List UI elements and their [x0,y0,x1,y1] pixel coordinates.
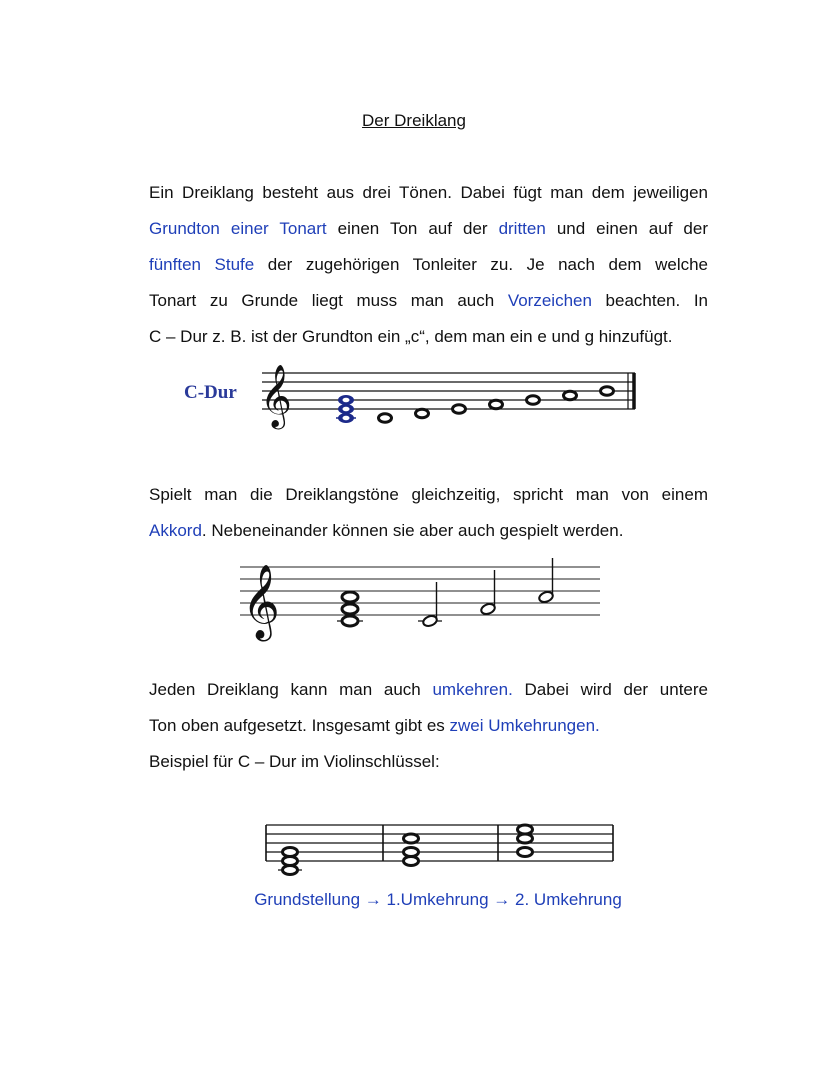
root-position-chord [283,848,298,875]
term-dritten: dritten [498,219,546,238]
text-segment: und einen auf der [545,219,708,238]
text-line: C – Dur z. B. ist der Grundton ein „c“, dem man ein e und g hinzufügt. [149,327,673,346]
term-umkehren: umkehren. [432,680,513,699]
paragraph-akkord [149,477,708,549]
text-segment: Ton oben aufgesetzt. Insgesamt gibt es [149,716,450,735]
term-grundton: Grundton einer Tonart [149,219,327,238]
text-segment: Tonart zu Grunde liegt muss man auch [149,291,508,310]
term-vorzeichen: Vorzeichen [507,291,592,310]
treble-clef-icon: 𝄞 [260,364,292,427]
text-line: Ein Dreiklang besteht aus drei Tönen. Dabei fügt man dem jeweiligen [149,183,708,202]
text-segment: Dabei wird der untere [512,680,708,699]
text-segment: der zugehörigen Tonleiter zu. Je nach dem welche [254,255,708,274]
scale-chord-holes [343,398,350,421]
inversions-caption [0,890,828,910]
scale-notes [379,387,614,423]
term-fuenften-stufe: fünften Stufe [149,255,255,274]
text-line [149,211,708,247]
arrow-right-icon: → [488,890,516,909]
text-segment: Jeden Dreiklang kann man auch [149,680,433,699]
caption-first-inversion: 1.Umkehrung [386,890,489,909]
inversions-figure [262,815,617,880]
text-segment: beachten. In [591,291,708,310]
first-inversion-chord [404,834,419,866]
arrow-right-icon: → [360,890,387,909]
broken-chord-notes [422,590,554,627]
text-segment: . Nebeneinander können sie aber auch gespielt werden. [201,521,624,540]
term-akkord: Akkord [149,521,202,540]
inversions-staff [266,825,613,861]
text-line: Spielt man die Dreiklangstöne gleichzeitig, spricht man von einem [149,485,708,504]
block-chord [342,592,358,626]
caption-grundstellung: Grundstellung [254,890,361,909]
text-line [149,247,708,283]
text-line [149,283,708,319]
text-segment: einen Ton auf der [326,219,499,238]
page-title: Der Dreiklang [362,111,466,130]
scale-staff [262,373,635,409]
text-line [149,672,708,708]
caption-second-inversion: 2. Umkehrung [515,890,622,909]
text-line [149,708,708,744]
term-zwei-umkehrungen: zwei Umkehrungen [449,716,596,735]
text-line [149,513,708,549]
second-inversion-chord [518,825,533,857]
broken-chord-staff [240,567,600,615]
chord-broken-figure [240,555,605,639]
paragraph-intro [149,175,708,355]
text-segment: . [595,716,600,735]
paragraph-umkehrung [149,672,708,780]
text-line: Beispiel für C – Dur im Violinschlüssel: [149,752,440,771]
treble-clef-icon: 𝄞 [242,565,280,639]
c-major-scale-figure [180,360,640,435]
scale-label: C-Dur [184,382,237,403]
